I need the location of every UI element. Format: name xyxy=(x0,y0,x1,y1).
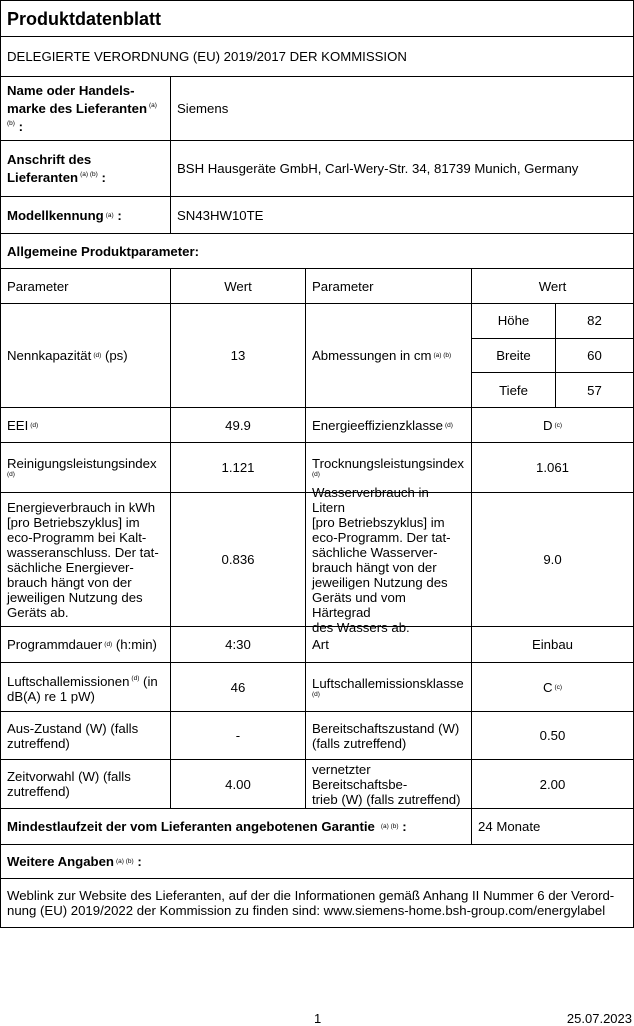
drying-label: Trocknungsleistungsindex xyxy=(312,456,464,471)
off-mode-value: - xyxy=(170,712,305,759)
networked-standby-label-cell xyxy=(305,760,471,808)
model-value: SN43HW10TE xyxy=(170,197,633,233)
warranty-label: Mindestlaufzeit der vom Lieferanten angebotenen Garantie xyxy=(7,819,375,834)
energy-consumption-label-line: wasseranschluss. Der tat- xyxy=(7,544,159,560)
supplier-name-label-cell: Name oder Handels-marke des Lieferanten $^{(a) (b)}$ : xyxy=(7,83,157,134)
standby-label-line: (falls zutreffend) xyxy=(312,735,407,751)
energy-consumption-label-line: brauch hängt von der xyxy=(7,574,132,590)
off-mode-label xyxy=(7,721,138,751)
column-header-value-right: Wert xyxy=(471,269,633,303)
energy-class-label: Energieeffizienzklasse xyxy=(312,417,443,433)
energy-consumption-value: 0.836 xyxy=(170,493,305,626)
further-info-heading-cell: Weitere Angaben (a) (b) : xyxy=(7,854,142,869)
width-label: Breite xyxy=(472,339,556,373)
duration-label: Programmdauer xyxy=(7,637,103,652)
capacity-dimensions-row xyxy=(0,304,634,408)
drying-value: 1.061 xyxy=(471,443,633,492)
energy-consumption-label-line: Energieverbrauch in kWh xyxy=(7,499,156,515)
height-value: 82 xyxy=(587,313,602,329)
standby-label-line: Bereitschaftszustand (W) xyxy=(312,720,460,736)
capacity-unit: (ps) xyxy=(104,348,128,363)
water-consumption-label xyxy=(312,485,465,635)
capacity-value: 13 xyxy=(170,304,305,407)
energy-consumption-label-line: [pro Betriebszyklus] im xyxy=(7,514,140,530)
regulation-text: DELEGIERTE VERORDNUNG (EU) 2019/2017 DER KOMMISSION xyxy=(7,49,407,64)
column-header-row xyxy=(0,269,634,304)
weblink-text-cell xyxy=(1,879,633,927)
model-label-cell: Modellkennung (a) : xyxy=(7,207,122,223)
water-consumption-label-line: brauch hängt von der xyxy=(312,559,437,575)
column-header-parameter-left: Parameter xyxy=(7,278,69,294)
noise-label-unit: dB(A) re 1 pW) xyxy=(7,688,95,704)
general-heading-row xyxy=(0,234,634,269)
weblink-text xyxy=(7,888,614,918)
delay-start-label-cell xyxy=(1,760,170,808)
dimension-row-height xyxy=(472,304,633,338)
warranty-label-cell: Mindestlaufzeit der vom Lieferanten angebotenen Garantie (a) (b) : xyxy=(7,819,407,834)
noise-class-value-note: (c) xyxy=(554,683,563,691)
column-header-parameter-right: Parameter xyxy=(305,269,471,303)
dimensions-table xyxy=(471,304,633,407)
supplier-address-label: Anschrift des Lieferanten xyxy=(7,152,92,185)
off-mode-label-line: zutreffend) xyxy=(7,735,70,751)
further-info-heading: Weitere Angaben xyxy=(7,854,114,869)
weblink-text-line: Weblink zur Website des Lieferanten, auf der die Informationen gemäß Anhang II Nummer 6 der Verord- xyxy=(7,888,615,903)
energy-class-note: (d) xyxy=(444,421,453,429)
delay-start-label-line: Zeitvorwahl (W) (falls xyxy=(7,769,131,784)
width-value: 60 xyxy=(587,348,602,363)
capacity-label: Nennkapazität xyxy=(7,348,92,363)
warranty-note: (a) (b) xyxy=(380,823,399,830)
capacity-note: (d) xyxy=(93,352,102,359)
dimension-row-width xyxy=(472,338,633,373)
energy-consumption-label-cell xyxy=(1,493,170,626)
off-mode-label-line: Aus-Zustand (W) (falls xyxy=(7,720,139,736)
regulation-row xyxy=(0,37,634,77)
supplier-address-note: (a) (b) xyxy=(80,171,98,178)
column-header-value-left: Wert xyxy=(170,269,305,303)
energy-consumption-label-line: eco-Programm bei Kalt- xyxy=(7,529,147,545)
height-label: Höhe xyxy=(472,304,556,338)
eei-note: (d) xyxy=(30,421,39,429)
water-consumption-label-line: [pro Betriebszyklus] im xyxy=(312,514,445,530)
networked-standby-label-line: vernetzter Bereitschaftsbe- xyxy=(312,761,408,792)
delay-start-label xyxy=(7,769,131,799)
noise-class-value: C xyxy=(542,679,553,695)
cleaning-label: Reinigungsleistungsindex xyxy=(7,456,157,471)
noise-value: 46 xyxy=(170,663,305,711)
drying-note: (d) xyxy=(312,471,320,478)
cleaning-note: (d) xyxy=(7,471,15,478)
dimensions-note: (a) (b) xyxy=(433,352,452,359)
water-consumption-value: 9.0 xyxy=(471,493,633,626)
consumption-row xyxy=(0,484,634,635)
dimensions-label-cell xyxy=(305,304,471,407)
water-consumption-label-line: Wasserverbrauch in Litern xyxy=(312,484,429,515)
supplier-address-label-cell: Anschrift des Lieferanten $^{(a) (b)}$ : xyxy=(7,152,106,185)
noise-label-unit-open: (in xyxy=(143,673,158,689)
noise-class-note: (d) xyxy=(312,690,320,698)
weblink-row xyxy=(0,879,634,928)
eei-value: 49.9 xyxy=(170,408,305,442)
energy-class-value-cell xyxy=(471,408,633,442)
energy-consumption-label-line: Geräts ab. xyxy=(7,604,69,620)
eei-label: EEI xyxy=(7,417,29,433)
cleaning-value: 1.121 xyxy=(170,443,305,492)
eei-label-cell xyxy=(1,408,170,442)
warranty-row xyxy=(0,809,634,845)
energy-class-value-note: (c) xyxy=(554,421,563,429)
noise-class-value-cell xyxy=(471,663,633,711)
noise-note: (d) xyxy=(131,674,140,682)
dimension-row-depth xyxy=(472,372,633,407)
duration-label-cell xyxy=(1,627,170,662)
supplier-address-row xyxy=(0,141,634,197)
energy-consumption-label-line: sächliche Energiever- xyxy=(7,559,134,575)
water-consumption-label-line: jeweiligen Nutzung des xyxy=(312,574,448,590)
standby-label-cell xyxy=(305,712,471,759)
off-mode-label-cell xyxy=(1,712,170,759)
duration-row xyxy=(0,627,634,663)
eei-row xyxy=(0,408,634,443)
duration-value: 4:30 xyxy=(170,627,305,662)
supplier-name-label: Name oder Handels-marke des Lieferanten xyxy=(7,83,147,116)
standby-label xyxy=(312,721,459,751)
supplier-address-value: BSH Hausgeräte GmbH, Carl-Wery-Str. 34, 81739 Munich, Germany xyxy=(170,141,633,196)
cleaning-label-cell xyxy=(1,443,170,492)
document-date: 25.07.2023 xyxy=(566,1011,632,1026)
model-label: Modellkennung xyxy=(7,207,104,223)
water-consumption-label-cell xyxy=(305,484,471,635)
water-consumption-label-line: sächliche Wasserver- xyxy=(312,544,438,560)
water-consumption-label-line: eco-Programm. Der tat- xyxy=(312,529,451,545)
duration-unit: (h:min) xyxy=(115,637,157,652)
networked-standby-label-line: trieb (W) (falls zutreffend) xyxy=(312,791,461,807)
delay-start-value: 4.00 xyxy=(170,760,305,808)
noise-label-cell xyxy=(1,663,170,711)
warranty-value: 24 Monate xyxy=(471,809,633,844)
delay-network-row xyxy=(0,760,634,809)
off-standby-row xyxy=(0,712,634,760)
noise-class-label-cell xyxy=(305,663,471,711)
depth-label: Tiefe xyxy=(472,373,556,407)
energy-class-label-cell xyxy=(305,408,471,442)
energy-class-value: D xyxy=(542,417,553,433)
networked-standby-value: 2.00 xyxy=(471,760,633,808)
noise-label: Luftschallemissionen xyxy=(7,673,130,689)
general-heading: Allgemeine Produktparameter: xyxy=(7,243,200,259)
depth-value: 57 xyxy=(587,382,602,398)
page-number: 1 xyxy=(314,1011,322,1026)
noise-row xyxy=(0,663,634,712)
duration-note: (d) xyxy=(104,641,113,648)
type-value: Einbau xyxy=(471,627,633,662)
model-note: (a) xyxy=(105,211,114,219)
noise-class-label: Luftschallemissionsklasse xyxy=(312,675,464,691)
standby-value: 0.50 xyxy=(471,712,633,759)
capacity-label-cell xyxy=(1,304,170,407)
energy-consumption-label-line: jeweiligen Nutzung des xyxy=(7,589,143,605)
dimensions-label: Abmessungen in cm xyxy=(312,348,432,363)
weblink-text-line: nung (EU) 2019/2022 der Kommission zu finden sind: www.siemens-home.bsh-group.com/energylabel xyxy=(7,903,606,918)
title-row xyxy=(0,0,634,37)
model-row xyxy=(0,197,634,234)
networked-standby-label xyxy=(312,762,465,807)
energy-consumption-label xyxy=(7,500,159,620)
page-title: Produktdatenblatt xyxy=(7,9,162,29)
water-consumption-label-line: Geräts und vom Härtegrad xyxy=(312,589,406,620)
further-info-row xyxy=(0,845,634,879)
delay-start-label-line: zutreffend) xyxy=(7,784,70,799)
type-label: Art xyxy=(305,627,471,662)
supplier-name-row xyxy=(0,77,634,141)
supplier-name-note: (a) (b) xyxy=(7,102,157,127)
further-info-note: (a) (b) xyxy=(116,858,134,865)
supplier-name-value: Siemens xyxy=(170,77,633,140)
water-consumption-label-line: des Wassers ab. xyxy=(312,619,410,635)
